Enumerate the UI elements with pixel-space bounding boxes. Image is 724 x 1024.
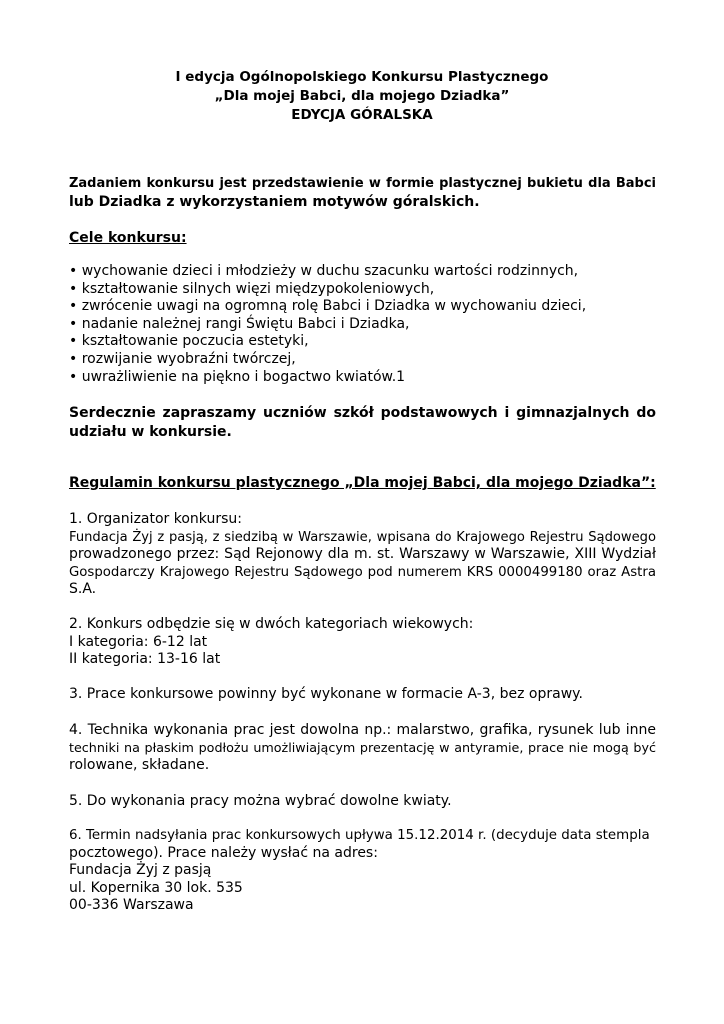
rules-section-5 [69, 793, 656, 811]
goal-item: • uwrażliwienie na piękno i bogactwo kwiatów.1 [69, 368, 406, 385]
section-1-line-3: Gospodarczy Krajowego Rejestru Sądowego pod numerem KRS 0000499180 oraz Astra [69, 564, 656, 580]
address-line-2: ul. Kopernika 30 lok. 535 [69, 879, 243, 896]
rules-section-2 [69, 616, 656, 669]
address-line-1: Fundacja Żyj z pasją [69, 862, 212, 879]
invite-line-2: udziału w konkursie. [69, 424, 232, 440]
rules-section-3 [69, 686, 656, 704]
section-2-title: 2. Konkurs odbędzie się w dwóch kategoriach wiekowych: [69, 616, 474, 632]
header-line-1: I edycja Ogólnopolskiego Konkursu Plastycznego [175, 69, 549, 85]
invite-paragraph-end [69, 423, 656, 442]
section-1-line-4: S.A. [69, 581, 97, 598]
section-6-line-2: pocztowego). Prace należy wysłać na adres: [69, 844, 378, 861]
task-line-2: lub Dziadka z wykorzystaniem motywów góralskich. [69, 194, 480, 210]
header-line-2: „Dla mojej Babci, dla mojego Dziadka” [214, 88, 510, 104]
address-line-3: 00-336 Warszawa [69, 897, 194, 914]
goal-item: • nadanie należnej rangi Świętu Babci i Dziadka, [69, 315, 410, 332]
header-line-3: EDYCJA GÓRALSKA [291, 107, 433, 123]
task-line-1: Zadaniem konkursu jest przedstawienie w formie plastycznej bukietu dla Babci [69, 176, 656, 191]
section-5-text: 5. Do wykonania pracy można wybrać dowolne kwiaty. [69, 793, 452, 809]
section-1-line-2: prowadzonego przez: Sąd Rejonowy dla m. st. Warszawy w Warszawie, XIII Wydział [69, 546, 656, 563]
goal-item: • zwrócenie uwagi na ogromną rolę Babci i Dziadka w wychowaniu dzieci, [69, 298, 587, 315]
goal-item: • rozwijanie wyobraźni twórczej, [69, 350, 296, 367]
task-paragraph [69, 174, 656, 193]
section-6-line-1: 6. Termin nadsyłania prac konkursowych upływa 15.12.2014 r. (decyduje data stempla [69, 828, 650, 843]
goal-item: • kształtowanie silnych więzi międzypokoleniowych, [69, 280, 435, 297]
section-4-line-2: techniki na płaskim podłożu umożliwiającym prezentację w antyramie, prace nie mogą być [69, 740, 656, 756]
rules-section-6 [69, 827, 656, 915]
invite-paragraph [69, 404, 656, 423]
section-4-line-1: 4. Technika wykonania prac jest dowolna np.: malarstwo, grafika, rysunek lub inne [69, 722, 656, 738]
goals-heading: Cele konkursu: [69, 230, 187, 246]
section-4-line-3: rolowane, składane. [69, 757, 210, 774]
rules-section-1 [69, 511, 656, 599]
goals-list-wrapper [69, 263, 656, 386]
goal-item: • kształtowanie poczucia estetyki, [69, 333, 309, 350]
goal-item: • wychowanie dzieci i młodzieży w duchu szacunku wartości rodzinnych, [69, 263, 579, 279]
section-3-text: 3. Prace konkursowe powinny być wykonane w formacie A-3, bez oprawy. [69, 686, 583, 702]
rules-section-4 [69, 722, 656, 775]
goals-list [69, 263, 656, 386]
invite-line-1: Serdecznie zapraszamy uczniów szkół podstawowych i gimnazjalnych do [69, 405, 656, 421]
task-paragraph-end [69, 193, 656, 212]
section-1-line-1: Fundacja Żyj z pasją, z siedzibą w Warszawie, wpisana do Krajowego Rejestru Sądowego [69, 529, 656, 545]
rules-heading: Regulamin konkursu plastycznego „Dla mojej Babci, dla mojego Dziadka”: [69, 475, 656, 491]
section-2-category-2: II kategoria: 13-16 lat [69, 651, 221, 668]
document-header [0, 68, 724, 125]
section-1-title: 1. Organizator konkursu: [69, 511, 242, 527]
section-2-category-1: I kategoria: 6-12 lat [69, 633, 208, 650]
